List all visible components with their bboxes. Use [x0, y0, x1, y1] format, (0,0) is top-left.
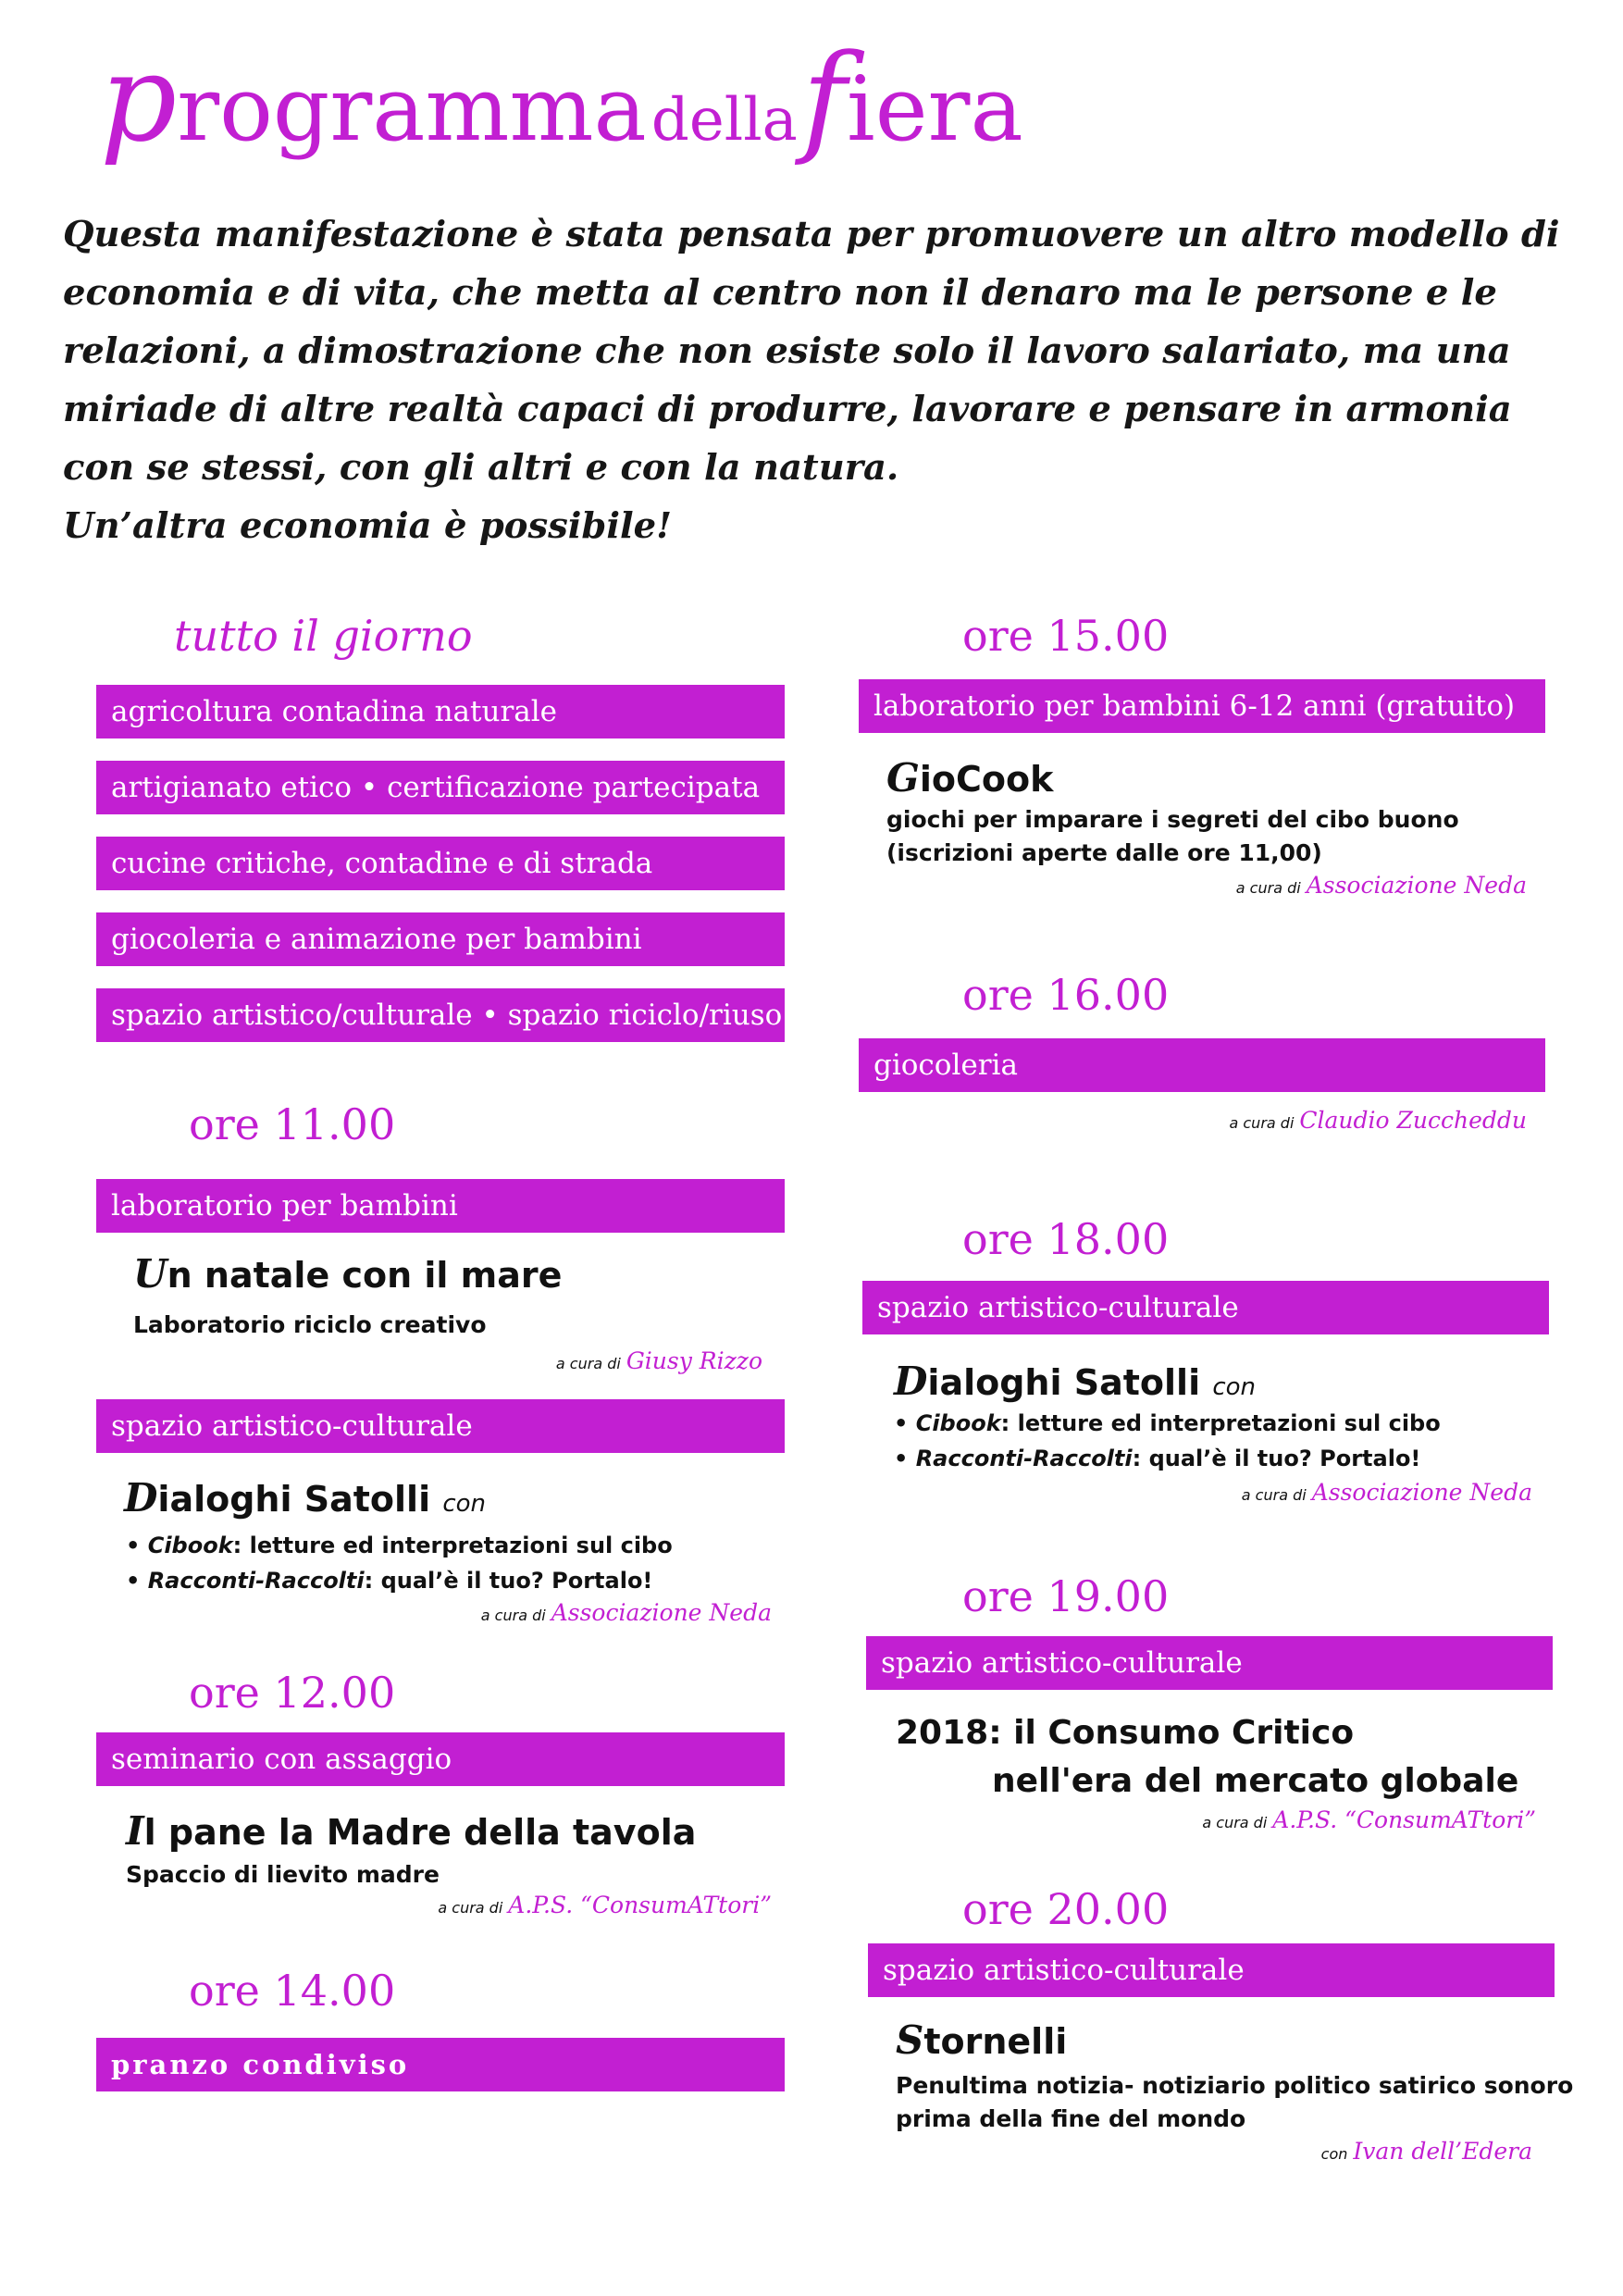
- all-day-item-5: spazio artistico/culturale • spazio riciclo/riuso: [96, 988, 785, 1042]
- bar-lab-6-12: laboratorio per bambini 6-12 anni (gratuito): [859, 679, 1545, 733]
- bar-laboratorio-bambini: laboratorio per bambini: [96, 1179, 785, 1233]
- intro-paragraph: Questa manifestazione è stata pensata per promuovere un altro modello di economia e di vita, che metta al centro non il denaro ma le persone e le relazioni, a dimostrazione che non esiste solo il lavoro salariato, ma una miriade di altre realtà capaci di produrre, lavorare e pensare in armonia con se stessi, con gli altri e con la natura.: [63, 214, 1560, 489]
- page-title: programma della fiera: [100, 28, 1023, 168]
- bar-seminario: seminario con assaggio: [96, 1732, 785, 1786]
- curator-zuccheddu: a cura di Claudio Zuccheddu: [1229, 1107, 1527, 1134]
- event-title-dialoghi-right: Dialoghi Satolli con: [894, 1359, 1257, 1404]
- bullet-cibook-left: • Cibook: letture ed interpretazioni sul cibo: [126, 1533, 673, 1558]
- intro-text: [63, 205, 1580, 555]
- heading-ore-14: ore 14.00: [189, 1966, 396, 2016]
- event-sub-fine-mondo: prima della fine del mondo: [896, 2105, 1246, 2132]
- bar-giocoleria: giocoleria: [859, 1038, 1545, 1092]
- curator-consumattori-left: a cura di A.P.S. “ConsumATtori”: [438, 1892, 772, 1918]
- event-title-giocook: GioCook: [886, 755, 1054, 800]
- heading-ore-19: ore 19.00: [962, 1571, 1170, 1621]
- bar-spazio-artistico-18: spazio artistico-culturale: [862, 1281, 1549, 1334]
- all-day-item-1: agricoltura contadina naturale: [96, 685, 785, 738]
- bar-spazio-artistico-20: spazio artistico-culturale: [868, 1943, 1555, 1997]
- bar-spazio-artistico-19: spazio artistico-culturale: [866, 1636, 1553, 1690]
- heading-tutto-il-giorno: tutto il giorno: [174, 611, 473, 661]
- event-sub-iscrizioni: (iscrizioni aperte dalle ore 11,00): [886, 839, 1322, 866]
- intro-closing: Un’altra economia è possibile!: [63, 505, 672, 547]
- event-sub-giochi: giochi per imparare i segreti del cibo buono: [886, 806, 1459, 833]
- event-title-mercato-globale: nell'era del mercato globale: [992, 1762, 1519, 1800]
- heading-ore-15: ore 15.00: [962, 611, 1170, 661]
- heading-ore-11: ore 11.00: [189, 1099, 396, 1149]
- bar-spazio-artistico-left: spazio artistico-culturale: [96, 1399, 785, 1453]
- bullet-cibook-right: • Cibook: letture ed interpretazioni sul cibo: [894, 1410, 1441, 1436]
- heading-ore-18: ore 18.00: [962, 1214, 1170, 1264]
- bullet-racconti-right: • Racconti-Raccolti: qual’è il tuo? Portalo!: [894, 1446, 1421, 1471]
- event-title-stornelli: Stornelli: [896, 2017, 1068, 2063]
- curator-neda-left: a cura di Associazione Neda: [480, 1599, 772, 1626]
- event-sub-lievito: Spaccio di lievito madre: [126, 1861, 440, 1888]
- curator-consumattori-right: a cura di A.P.S. “ConsumATtori”: [1202, 1806, 1536, 1833]
- heading-ore-20: ore 20.00: [962, 1884, 1170, 1934]
- curator-neda-right: a cura di Associazione Neda: [1241, 1479, 1532, 1506]
- event-title-dialoghi-left: Dialoghi Satolli con: [124, 1475, 487, 1520]
- event-title-natale: Un natale con il mare: [133, 1251, 563, 1297]
- heading-ore-16: ore 16.00: [962, 970, 1170, 1020]
- curator-giusy: a cura di Giusy Rizzo: [555, 1347, 762, 1374]
- bullet-racconti-left: • Racconti-Raccolti: qual’è il tuo? Portalo!: [126, 1568, 653, 1594]
- curator-ivan: con Ivan dell’Edera: [1320, 2138, 1532, 2165]
- all-day-item-4: giocoleria e animazione per bambini: [96, 912, 785, 966]
- all-day-item-3: cucine critiche, contadine e di strada: [96, 837, 785, 890]
- event-sub-riciclo: Laboratorio riciclo creativo: [133, 1311, 487, 1338]
- event-title-pane: Il pane la Madre della tavola: [126, 1808, 697, 1854]
- event-sub-penultima: Penultima notizia- notiziario politico satirico sonoro: [896, 2072, 1574, 2099]
- bar-pranzo: pranzo condiviso: [96, 2038, 785, 2091]
- all-day-item-2: artigianato etico • certificazione partecipata: [96, 761, 785, 814]
- event-title-consumo-critico: 2018: il Consumo Critico: [896, 1714, 1355, 1752]
- curator-neda-giocook: a cura di Associazione Neda: [1235, 872, 1527, 899]
- heading-ore-12: ore 12.00: [189, 1668, 396, 1718]
